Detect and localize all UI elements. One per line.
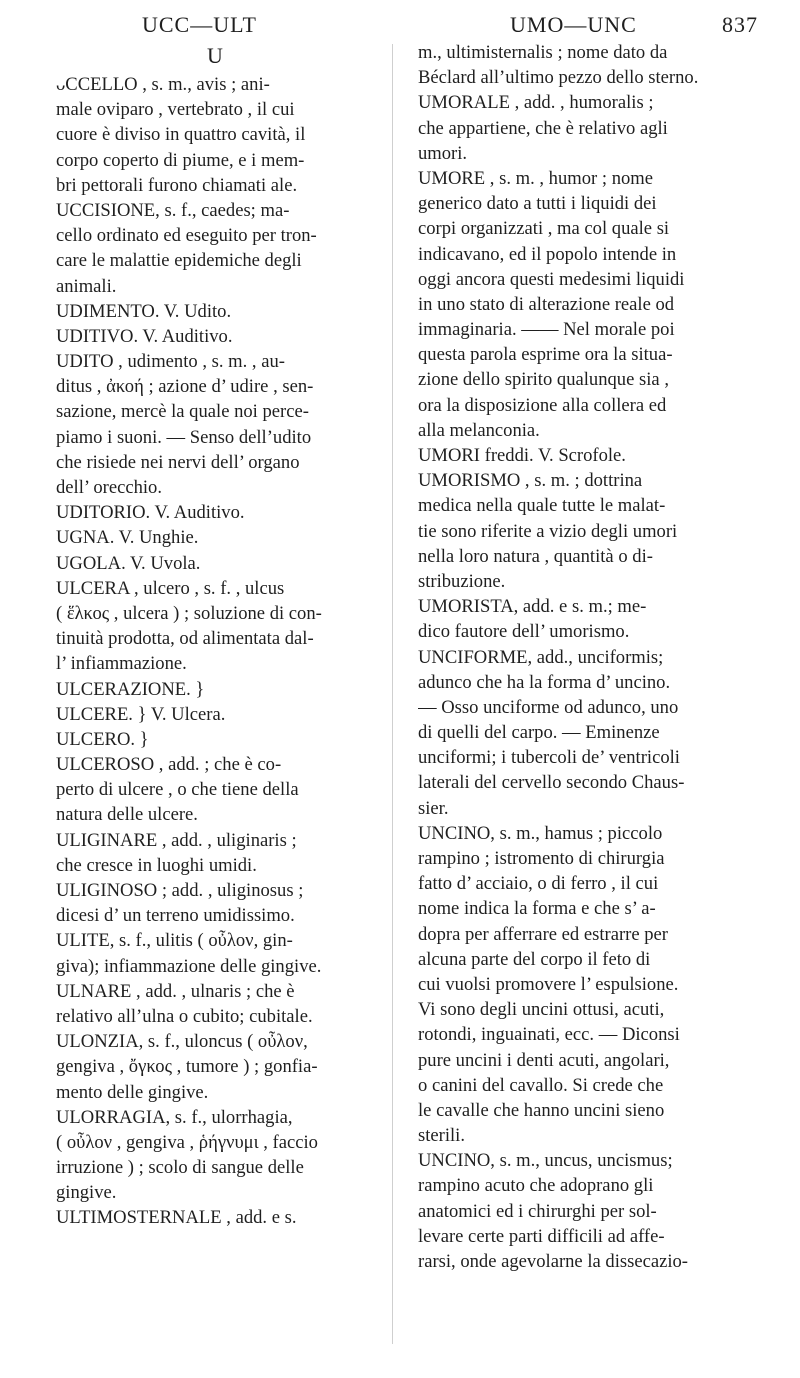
left-line: ULONZIA, s. f., uloncus ( οὖλον, xyxy=(56,1031,308,1053)
right-line: adunco che ha la forma d’ uncino. xyxy=(418,671,671,693)
left-line: ULTIMOSTERNALE , add. e s. xyxy=(56,1207,297,1229)
left-line: animali. xyxy=(56,275,117,297)
left-line: UDITO , udimento , s. m. , au- xyxy=(56,351,285,373)
left-line: relativo all’ulna o cubito; cubitale. xyxy=(56,1005,313,1027)
left-line: ULCERO. } xyxy=(56,728,149,750)
left-line: male oviparo , vertebrato , il cui xyxy=(56,99,295,121)
left-line: dicesi d’ un terreno umidissimo. xyxy=(56,905,295,927)
right-line: nome indica la forma e che s’ a- xyxy=(418,898,656,920)
left-line: ULCERAZIONE. } xyxy=(56,678,205,700)
section-letter: U xyxy=(207,43,223,68)
right-line: rampino acuto che adoprano gli xyxy=(418,1175,654,1197)
right-line: sier. xyxy=(418,797,449,819)
right-line: — Osso unciforme od adunco, uno xyxy=(418,696,679,718)
left-line: che risiede nei nervi dell’ organo xyxy=(56,451,300,473)
right-line: UNCIFORME, add., unciformis; xyxy=(418,646,664,668)
header-left-range: UCC—ULT xyxy=(142,12,257,37)
right-line: medica nella quale tutte le malat- xyxy=(418,495,666,517)
right-column-text xyxy=(418,40,736,1274)
right-line: pure uncini i denti acuti, angolari, xyxy=(418,1049,670,1071)
left-line: UGNA. V. Unghie. xyxy=(56,527,199,549)
left-column-text xyxy=(56,72,374,1231)
right-line: oggi ancora questi medesimi liquidi xyxy=(418,268,685,290)
left-line: mento delle gingive. xyxy=(56,1081,209,1103)
right-line: zione dello spirito qualunque sia , xyxy=(418,369,669,391)
left-line: UGOLA. V. Uvola. xyxy=(56,552,201,574)
right-line: Béclard all’ultimo pezzo dello sterno. xyxy=(418,67,699,89)
right-line: immaginaria. —— Nel morale poi xyxy=(418,319,675,341)
left-line: ULORRAGIA, s. f., ulorrhagia, xyxy=(56,1106,293,1128)
left-line: bri pettorali furono chiamati ale. xyxy=(56,174,298,196)
right-line: dopra per afferrare ed estrarre per xyxy=(418,923,668,945)
left-line: ( ἕλκος , ulcera ) ; soluzione di con- xyxy=(56,602,322,624)
left-line: ULCERA , ulcero , s. f. , ulcus xyxy=(56,577,285,599)
right-line: alla melanconia. xyxy=(418,419,540,441)
right-line: m., ultimisternalis ; nome dato da xyxy=(418,42,668,63)
left-line: ( οὖλον , gengiva , ῥήγνυμι , faccio xyxy=(56,1131,318,1153)
right-line: che appartiene, che è relativo agli xyxy=(418,117,668,139)
right-line: alcuna parte del corpo il feto di xyxy=(418,948,651,970)
right-line: UNCINO, s. m., hamus ; piccolo xyxy=(418,822,663,844)
right-line: generico dato a tutti i liquidi dei xyxy=(418,193,657,215)
right-line: ora la disposizione alla collera ed xyxy=(418,394,667,416)
left-line: ULCEROSO , add. ; che è co- xyxy=(56,754,282,776)
left-line: cello ordinato ed eseguito per tron- xyxy=(56,225,317,247)
left-line: ULCERE. } V. Ulcera. xyxy=(56,703,226,725)
right-line: unciformi; i tubercoli de’ ventricoli xyxy=(418,747,680,769)
page-number: 837 xyxy=(722,12,758,37)
left-line: sazione, mercè la quale noi perce- xyxy=(56,401,309,423)
right-column xyxy=(418,40,736,1274)
left-line: UDITIVO. V. Auditivo. xyxy=(56,325,233,347)
right-line: cui vuolsi promovere l’ espulsione. xyxy=(418,973,679,995)
left-column xyxy=(56,40,374,1231)
right-line: levare certe parti difficili ad affe- xyxy=(418,1225,665,1247)
left-line: corpo coperto di piume, e i mem- xyxy=(56,149,305,171)
right-line: le cavalle che hanno uncini sieno xyxy=(418,1099,665,1121)
left-line: natura delle ulcere. xyxy=(56,804,198,826)
right-line: laterali del cervello secondo Chaus- xyxy=(418,772,685,794)
left-line: cuore è diviso in quattro cavità, il xyxy=(56,124,306,146)
right-line: UMORE , s. m. , humor ; nome xyxy=(418,167,654,189)
right-line: rotondi, inguainati, ecc. — Diconsi xyxy=(418,1024,680,1046)
right-line: questa parola esprime ora la situa- xyxy=(418,344,673,366)
right-line: in uno stato di alterazione reale od xyxy=(418,293,675,315)
right-line: umori. xyxy=(418,142,468,164)
left-line: l’ infiammazione. xyxy=(56,653,187,675)
left-line: gengiva , ὄγκος , tumore ) ; gonfia- xyxy=(56,1056,318,1078)
right-line: di quelli del carpo. — Eminenze xyxy=(418,722,660,744)
right-line: sterili. xyxy=(418,1125,465,1147)
running-head xyxy=(0,12,800,42)
left-line: piamo i suoni. — Senso dell’udito xyxy=(56,426,312,448)
right-line: anatomici ed i chirurghi per sol- xyxy=(418,1200,657,1222)
right-line: UMORI freddi. V. Scrofole. xyxy=(418,445,626,466)
right-line: fatto d’ acciaio, o di ferro , il cui xyxy=(418,873,659,895)
left-line: ULIGINARE , add. , uliginaris ; xyxy=(56,829,297,851)
left-line: care le malattie epidemiche degli xyxy=(56,250,302,272)
right-line: UMORISTA, add. e s. m.; me- xyxy=(418,596,647,618)
header-right-range: UMO—UNC xyxy=(510,12,637,37)
left-line: ULITE, s. f., ulitis ( οὖλον, gin- xyxy=(56,930,293,952)
right-line: UNCINO, s. m., uncus, uncismus; xyxy=(418,1150,673,1172)
right-line: rarsi, onde agevolarne la dissecazio- xyxy=(418,1251,688,1272)
right-line: Vi sono degli uncini ottusi, acuti, xyxy=(418,999,665,1021)
left-line: perto di ulcere , o che tiene della xyxy=(56,779,299,801)
left-line: tinuità prodotta, od alimentata dal- xyxy=(56,628,314,650)
left-line: giva); infiammazione delle gingive. xyxy=(56,955,322,977)
right-line: UMORISMO , s. m. ; dottrina xyxy=(418,470,643,492)
column-divider xyxy=(392,44,393,1344)
right-line: indicavano, ed il popolo intende in xyxy=(418,243,677,265)
right-line: UMORALE , add. , humoralis ; xyxy=(418,92,654,114)
left-line: gingive. xyxy=(56,1182,117,1204)
right-line: rampino ; istromento di chirurgia xyxy=(418,848,665,869)
left-line: che cresce in luoghi umidi. xyxy=(56,854,257,876)
left-line: ULNARE , add. , ulnaris ; che è xyxy=(56,980,295,1002)
left-line: ditus , ἀκοή ; azione d’ udire , sen- xyxy=(56,376,314,398)
right-line: tie sono riferite a vizio degli umori xyxy=(418,520,678,542)
right-line: nella loro natura , quantità o di- xyxy=(418,545,653,567)
right-line: stribuzione. xyxy=(418,570,506,592)
left-line: UDITORIO. V. Auditivo. xyxy=(56,502,245,524)
right-line: dico fautore dell’ umorismo. xyxy=(418,621,630,643)
left-line: irruzione ) ; scolo di sangue delle xyxy=(56,1157,304,1179)
left-line: ULIGINOSO ; add. , uliginosus ; xyxy=(56,880,304,901)
left-line: UCCISIONE, s. f., caedes; ma- xyxy=(56,199,290,221)
right-line: corpi organizzati , ma col quale si xyxy=(418,218,670,240)
left-line: ᴗCCELLO , s. m., avis ; ani- xyxy=(56,74,270,95)
left-line: dell’ orecchio. xyxy=(56,477,162,498)
left-line: UDIMENTO. V. Udito. xyxy=(56,300,232,322)
right-line: o canini del cavallo. Si crede che xyxy=(418,1074,664,1096)
